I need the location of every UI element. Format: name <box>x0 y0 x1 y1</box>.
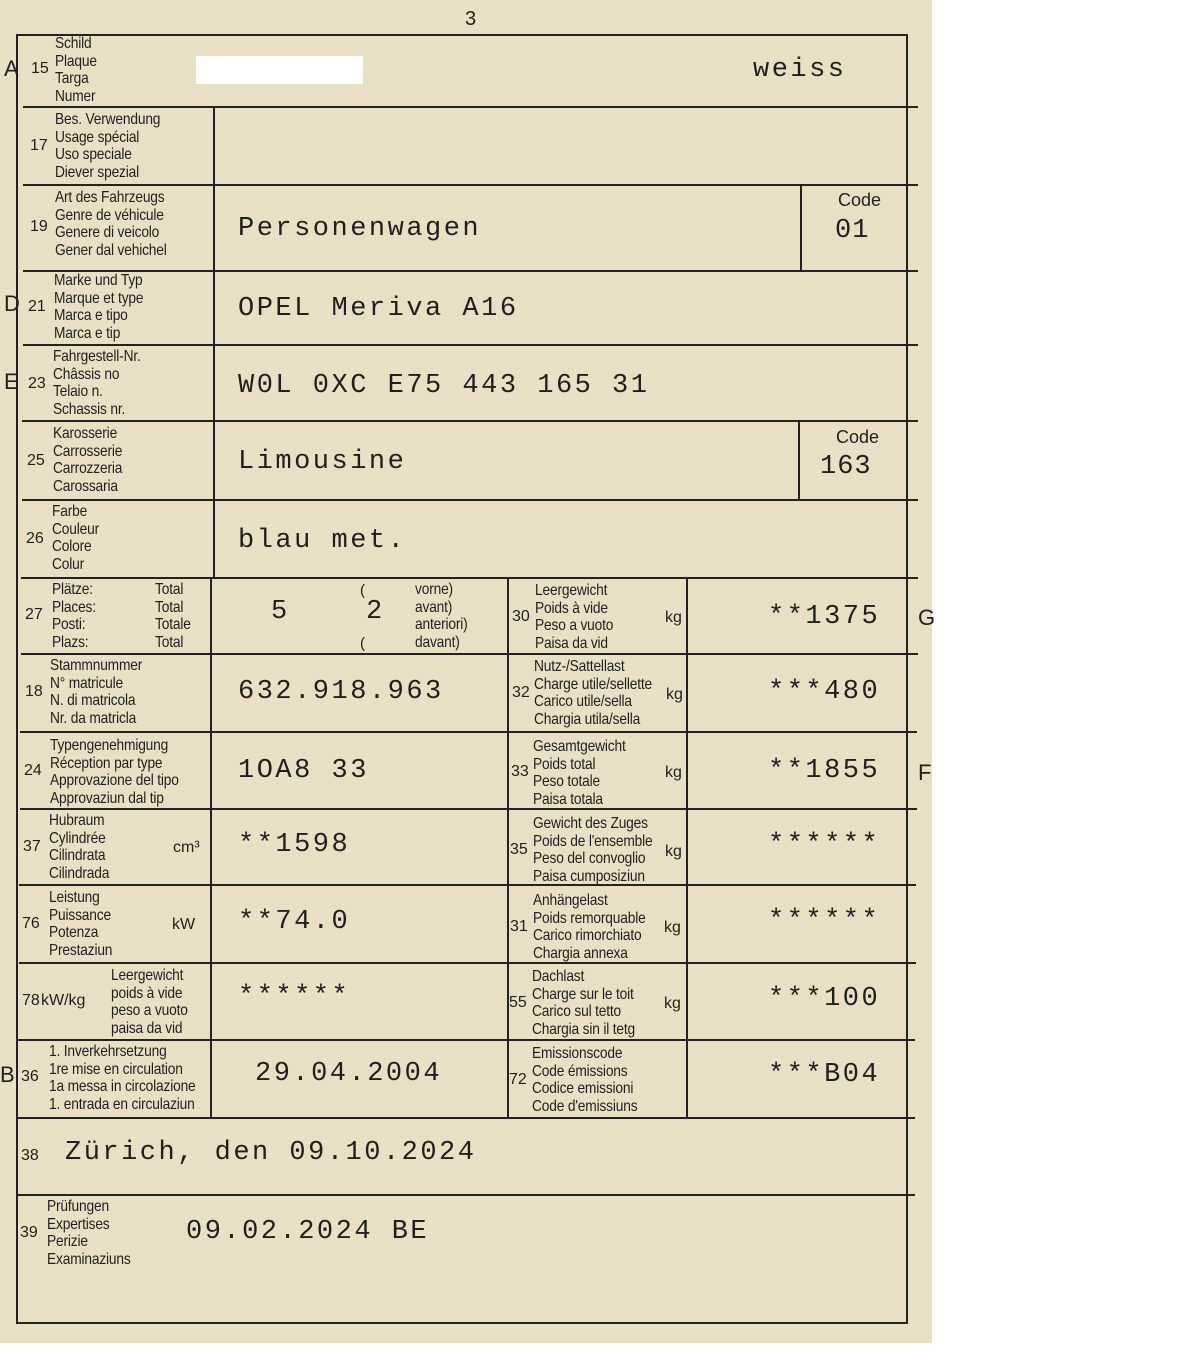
field-number: 18 <box>25 683 43 700</box>
label-plate: Schild Plaque Targa Numer <box>55 35 97 105</box>
label-displacement: Hubraum Cylindrée Cilindrata Cilindrada <box>49 812 110 882</box>
label-color: Farbe Couleur Colore Colur <box>52 503 99 573</box>
row-divider <box>18 1194 915 1196</box>
label-vehicle-type: Art des Fahrzeugs Genre de véhicule Genere di veicolo Gener dal vehichel <box>55 189 167 259</box>
row-divider <box>22 499 918 501</box>
row-divider <box>23 106 918 108</box>
value-type-approval: 1OA8 33 <box>238 756 369 786</box>
value-displacement: **1598 <box>238 830 351 860</box>
value-seats-total: 5 <box>271 597 290 627</box>
value-roof-load: ***100 <box>768 984 881 1014</box>
value-make-model: OPEL Meriva A16 <box>238 294 519 324</box>
unit-kg: kg <box>666 686 683 703</box>
field-number: 78 <box>22 992 40 1009</box>
field-number: 39 <box>20 1224 38 1241</box>
code-caption: Code <box>836 427 880 447</box>
margin-label-f: F <box>918 760 932 785</box>
value-matriculation-number: 632.918.963 <box>238 677 444 707</box>
column-divider <box>213 106 215 578</box>
label-power-to-weight: Leergewicht poids à vide peso a vuoto paisa da vid <box>111 967 188 1037</box>
value-combination-weight: ****** <box>768 830 881 860</box>
value-power: **74.0 <box>238 907 351 937</box>
unit-kw-per-kg: kW/kg <box>41 992 86 1009</box>
unit-kg: kg <box>665 843 682 860</box>
unit-kg: kg <box>665 609 682 626</box>
value-body-type-code: 163 <box>820 452 872 482</box>
field-number: 32 <box>512 684 530 701</box>
value-color: blau met. <box>238 526 407 556</box>
code-caption: Code <box>838 190 882 210</box>
field-number: 33 <box>511 763 529 780</box>
field-number: 30 <box>512 608 530 625</box>
unit-cm3: cm³ <box>173 839 200 856</box>
column-divider <box>210 577 212 1118</box>
field-number: 72 <box>509 1071 527 1088</box>
label-body-type: Karosserie Carrosserie Carrozzeria Carossaria <box>53 425 123 495</box>
label-empty-weight: Leergewicht Poids à vide Peso a vuoto Paisa da vid <box>535 582 614 652</box>
value-body-type: Limousine <box>238 447 407 477</box>
row-divider <box>19 962 916 964</box>
value-first-registration: 29.04.2004 <box>255 1059 443 1089</box>
label-inspections: Prüfungen Expertises Perizie Examinaziuns <box>47 1198 131 1268</box>
field-number: 26 <box>26 530 44 547</box>
row-divider <box>20 731 917 733</box>
value-total-weight: **1855 <box>768 756 881 786</box>
value-place-date: Zürich, den 09.10.2024 <box>65 1138 477 1168</box>
row-divider <box>18 1039 915 1041</box>
value-empty-weight: **1375 <box>768 602 881 632</box>
field-number: 17 <box>30 137 48 154</box>
unit-kg: kg <box>665 764 682 781</box>
field-number: 76 <box>22 915 40 932</box>
value-seats-front: 2 <box>366 597 385 627</box>
value-plate-color: weiss <box>753 55 847 85</box>
page-number: 3 <box>465 8 477 30</box>
value-emission-code: ***B04 <box>768 1060 881 1090</box>
value-vehicle-type-code: 01 <box>835 216 870 246</box>
row-divider <box>19 884 916 886</box>
label-first-registration: 1. Inverkehrsetzung 1re mise en circulation 1a messa in circolazione 1. entrada en circulaziun <box>49 1043 196 1113</box>
row-divider <box>23 344 918 346</box>
row-divider <box>23 184 918 186</box>
margin-label-e: E <box>4 369 19 394</box>
column-divider <box>507 577 509 1118</box>
label-type-approval: Typengenehmigung Réception par type Approvazione del tipo Approvaziun dal tip <box>50 737 179 807</box>
label-emission-code: Emissionscode Code émissions Codice emissioni Code d'emissiuns <box>532 1045 638 1115</box>
label-seats: Plätze: Places: Posti: Plazs: <box>52 581 96 651</box>
row-divider <box>23 270 918 272</box>
value-payload: ***480 <box>768 677 881 707</box>
label-special-use: Bes. Verwendung Usage spécial Uso speciale Diever spezial <box>55 111 161 181</box>
field-number: 55 <box>509 994 527 1011</box>
row-divider <box>21 653 918 655</box>
field-number: 37 <box>23 838 41 855</box>
value-trailer-load: ****** <box>768 906 881 936</box>
row-divider <box>18 1117 915 1119</box>
label-payload: Nutz-/Sattellast Charge utile/sellette Carico utile/sella Chargia utila/sella <box>534 658 653 728</box>
label-make-model: Marke und Typ Marque et type Marca e tipo Marca e tip <box>54 272 144 342</box>
label-combination-weight: Gewicht des Zuges Poids de l'ensemble Peso del convoglio Paisa cumposiziun <box>533 815 653 885</box>
field-number: 15 <box>31 60 49 77</box>
label-matriculation-number: Stammnummer N° matricule N. di matricola Nr. da matricla <box>50 657 143 727</box>
value-power-to-weight: ****** <box>238 982 351 1012</box>
unit-kg: kg <box>664 919 681 936</box>
field-number: 21 <box>28 298 46 315</box>
label-power: Leistung Puissance Potenza Prestaziun <box>49 889 113 959</box>
margin-label-g: G <box>918 605 936 630</box>
row-divider <box>21 577 918 579</box>
margin-label-a: A <box>4 56 19 81</box>
field-number: 24 <box>24 762 42 779</box>
unit-kg: kg <box>664 995 681 1012</box>
field-number: 19 <box>30 218 48 235</box>
margin-label-b: B <box>0 1062 15 1087</box>
field-number: 36 <box>21 1068 39 1085</box>
value-vehicle-type: Personenwagen <box>238 214 482 244</box>
value-inspections: 09.02.2024 BE <box>186 1217 430 1247</box>
column-divider <box>686 577 688 1118</box>
field-number: 31 <box>510 918 528 935</box>
row-divider <box>22 420 918 422</box>
label-total-weight: Gesamtgewicht Poids total Peso totale Paisa totala <box>533 738 626 808</box>
field-number: 27 <box>25 606 43 623</box>
margin-label-d: D <box>4 291 20 316</box>
value-chassis-number: W0L 0XC E75 443 165 31 <box>238 371 650 401</box>
label-roof-load: Dachlast Charge sur le toit Carico sul tetto Chargia sin il tetg <box>532 968 636 1038</box>
row-divider <box>20 808 917 810</box>
field-number: 35 <box>510 841 528 858</box>
label-trailer-load: Anhängelast Poids remorquable Carico rimorchiato Chargia annexa <box>533 892 646 962</box>
unit-kw: kW <box>172 916 196 933</box>
code-box-divider <box>798 420 800 500</box>
field-number: 25 <box>27 452 45 469</box>
bracket: ( ( <box>360 582 365 652</box>
redaction-box <box>196 56 363 84</box>
label-seats-total: Total Total Totale Total <box>155 581 191 651</box>
field-number: 38 <box>21 1147 39 1164</box>
code-box-divider <box>800 184 802 271</box>
field-number: 23 <box>28 375 46 392</box>
label-chassis-number: Fahrgestell-Nr. Châssis no Telaio n. Schassis nr. <box>53 348 141 418</box>
label-seats-front: vorne) avant) anteriori) davant) <box>415 581 468 651</box>
